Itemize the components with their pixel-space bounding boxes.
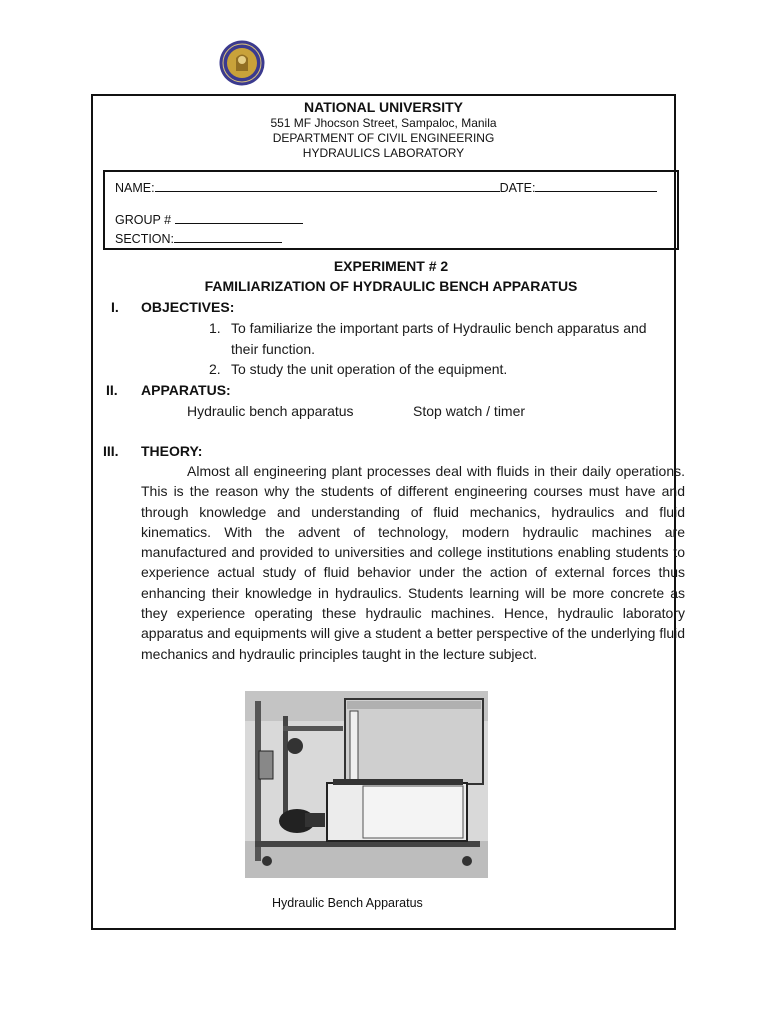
university-address: 551 MF Jhocson Street, Sampaloc, Manila: [270, 116, 497, 130]
figure-caption: Hydraulic Bench Apparatus: [272, 896, 423, 910]
theory-heading: THEORY:: [141, 443, 203, 459]
objectives-heading: OBJECTIVES:: [141, 299, 235, 315]
objective-1-line2: their function.: [231, 341, 316, 357]
name-field[interactable]: [155, 179, 500, 192]
theory-numeral: III.: [103, 443, 119, 459]
laboratory-name: HYDRAULICS LABORATORY: [302, 146, 465, 160]
student-info-box: [103, 170, 679, 250]
experiment-number: EXPERIMENT # 2: [333, 258, 449, 274]
date-label: DATE:: [499, 181, 536, 195]
group-row: [115, 211, 303, 227]
hydraulic-bench-illustration: [245, 691, 488, 878]
group-label: GROUP #: [115, 213, 172, 227]
objective-2-line1: To study the unit operation of the equipment.: [231, 361, 508, 377]
objective-1-line1: To familiarize the important parts of Hydraulic bench apparatus and: [231, 320, 647, 336]
name-date-row: [115, 179, 657, 195]
section-label: SECTION:: [115, 232, 175, 246]
apparatus-heading: APPARATUS:: [141, 382, 231, 398]
apparatus-item-1: Hydraulic bench apparatus: [187, 403, 354, 419]
hydraulic-bench-photo: [245, 691, 488, 878]
section-row: [115, 230, 282, 246]
section-field[interactable]: [174, 230, 282, 243]
apparatus-item-2: Stop watch / timer: [413, 403, 526, 419]
apparatus-numeral: II.: [106, 382, 118, 398]
department-name: DEPARTMENT OF CIVIL ENGINEERING: [272, 131, 495, 145]
group-field[interactable]: [175, 211, 303, 224]
objective-1-number: 1.: [209, 320, 221, 336]
experiment-title: FAMILIARIZATION OF HYDRAULIC BENCH APPARATUS: [204, 278, 578, 294]
name-label: NAME:: [115, 181, 155, 195]
university-name: NATIONAL UNIVERSITY: [304, 99, 463, 115]
date-field[interactable]: [535, 179, 657, 192]
university-seal-icon: [219, 40, 265, 86]
document-header: [91, 96, 676, 161]
theory-text: Almost all engineering plant processes deal with fluids in their daily operations. This is the reason why the students of different engineering courses must have and through knowledge and understanding of fluid mechanics, hydraulics and fluid kinematics. With the advent of technology, modern hydraulic machines are manufactured and provided to universities and college institutions enabling students to experience actual study of fluid behavior under the action of external forces thus enhancing their knowledge in hydraulics. Students learning will be more concrete as they experience operating these hydraulic machines. Hence, hydraulic laboratory apparatus and equipments will give a student a better perspective of the underlying fluid mechanics and hydraulic principles taught in the lecture subject.: [141, 463, 686, 662]
objectives-numeral: I.: [111, 299, 119, 315]
objective-2-number: 2.: [209, 361, 221, 377]
theory-paragraph: [141, 461, 685, 664]
